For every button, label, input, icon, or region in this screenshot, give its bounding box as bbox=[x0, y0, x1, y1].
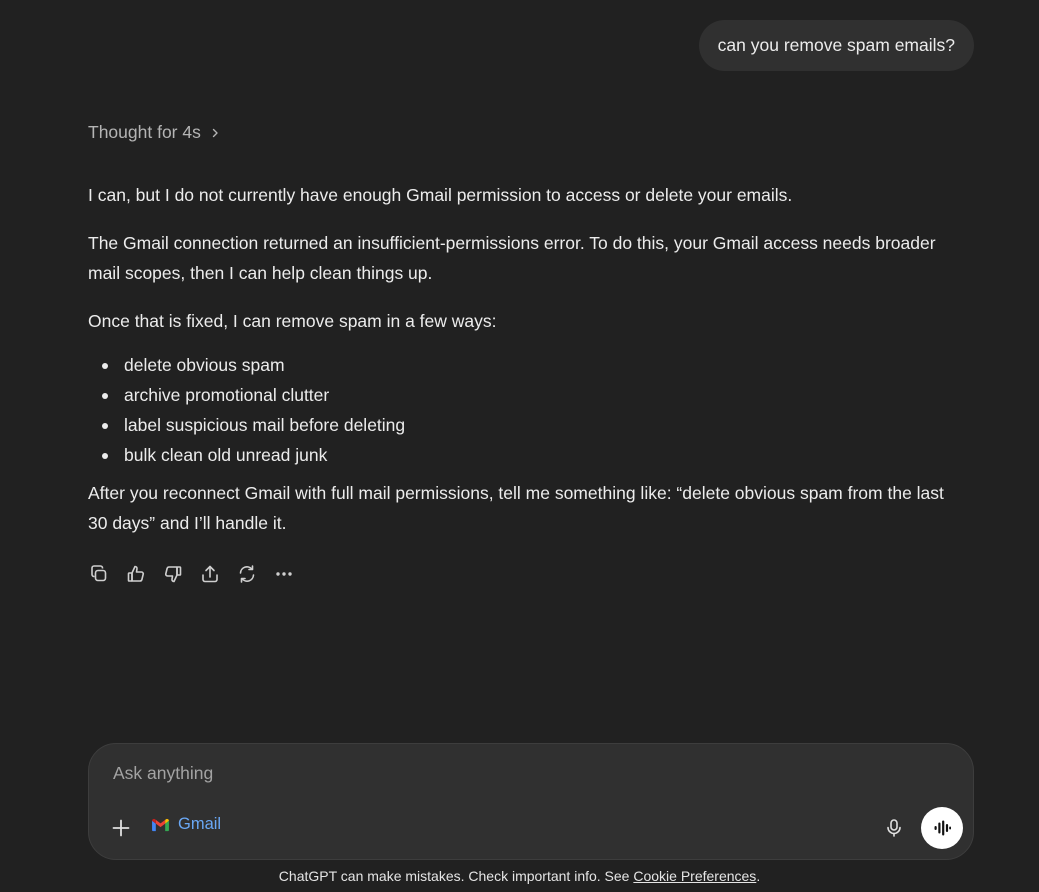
thumbs-up-button[interactable] bbox=[125, 562, 147, 586]
voice-mode-button[interactable] bbox=[921, 807, 963, 849]
more-icon bbox=[274, 564, 294, 584]
copy-button[interactable] bbox=[88, 562, 110, 586]
list-item: delete obvious spam bbox=[88, 350, 968, 380]
copy-icon bbox=[89, 564, 109, 584]
disclaimer bbox=[0, 868, 1039, 884]
list-item: label suspicious mail before deleting bbox=[88, 410, 968, 440]
thumbs-down-button[interactable] bbox=[162, 562, 184, 586]
gmail-icon bbox=[151, 817, 170, 832]
voice-waveform-icon bbox=[932, 818, 952, 838]
add-attachment-button[interactable] bbox=[109, 816, 133, 840]
microphone-icon bbox=[884, 818, 904, 838]
message-actions bbox=[88, 562, 295, 586]
list-item: bulk clean old unread junk bbox=[88, 440, 968, 470]
assistant-answer bbox=[88, 180, 968, 556]
gmail-connector-label: Gmail bbox=[178, 815, 222, 833]
answer-bullet-list bbox=[88, 350, 968, 470]
user-message-text: can you remove spam emails? bbox=[717, 35, 955, 55]
user-message-bubble bbox=[699, 20, 974, 71]
thought-toggle[interactable] bbox=[88, 122, 221, 143]
thumbs-up-icon bbox=[126, 564, 146, 584]
prompt-input[interactable]: Ask anything bbox=[113, 763, 214, 783]
gmail-connector-chip[interactable] bbox=[151, 815, 221, 834]
answer-paragraph: I can, but I do not currently have enough Gmail permission to access or delete your emails. bbox=[88, 185, 793, 205]
thought-label: Thought for 4s bbox=[88, 122, 201, 142]
composer bbox=[88, 743, 974, 860]
dictate-button[interactable] bbox=[882, 816, 906, 840]
cookie-preferences-link[interactable]: Cookie Preferences bbox=[633, 868, 757, 884]
disclaimer-text: ChatGPT can make mistakes. Check important info. See bbox=[278, 868, 634, 884]
more-options-button[interactable] bbox=[273, 562, 295, 586]
chevron-right-icon bbox=[209, 127, 221, 139]
share-button[interactable] bbox=[199, 562, 221, 586]
plus-icon bbox=[111, 818, 131, 838]
share-icon bbox=[200, 564, 220, 584]
list-item: archive promotional clutter bbox=[88, 380, 968, 410]
answer-paragraph: After you reconnect Gmail with full mail permissions, tell me something like: “delete obvious spam from the last 30 days” and I’ll handle it. bbox=[88, 483, 944, 533]
regenerate-button[interactable] bbox=[236, 562, 258, 586]
answer-paragraph: The Gmail connection returned an insufficient-permissions error. To do this, your Gmail access needs broader mail scopes, then I can help clean things up. bbox=[88, 233, 936, 283]
disclaimer-suffix: . bbox=[756, 868, 761, 884]
regenerate-icon bbox=[237, 564, 257, 584]
thumbs-down-icon bbox=[163, 564, 183, 584]
answer-paragraph: Once that is fixed, I can remove spam in a few ways: bbox=[88, 311, 497, 331]
